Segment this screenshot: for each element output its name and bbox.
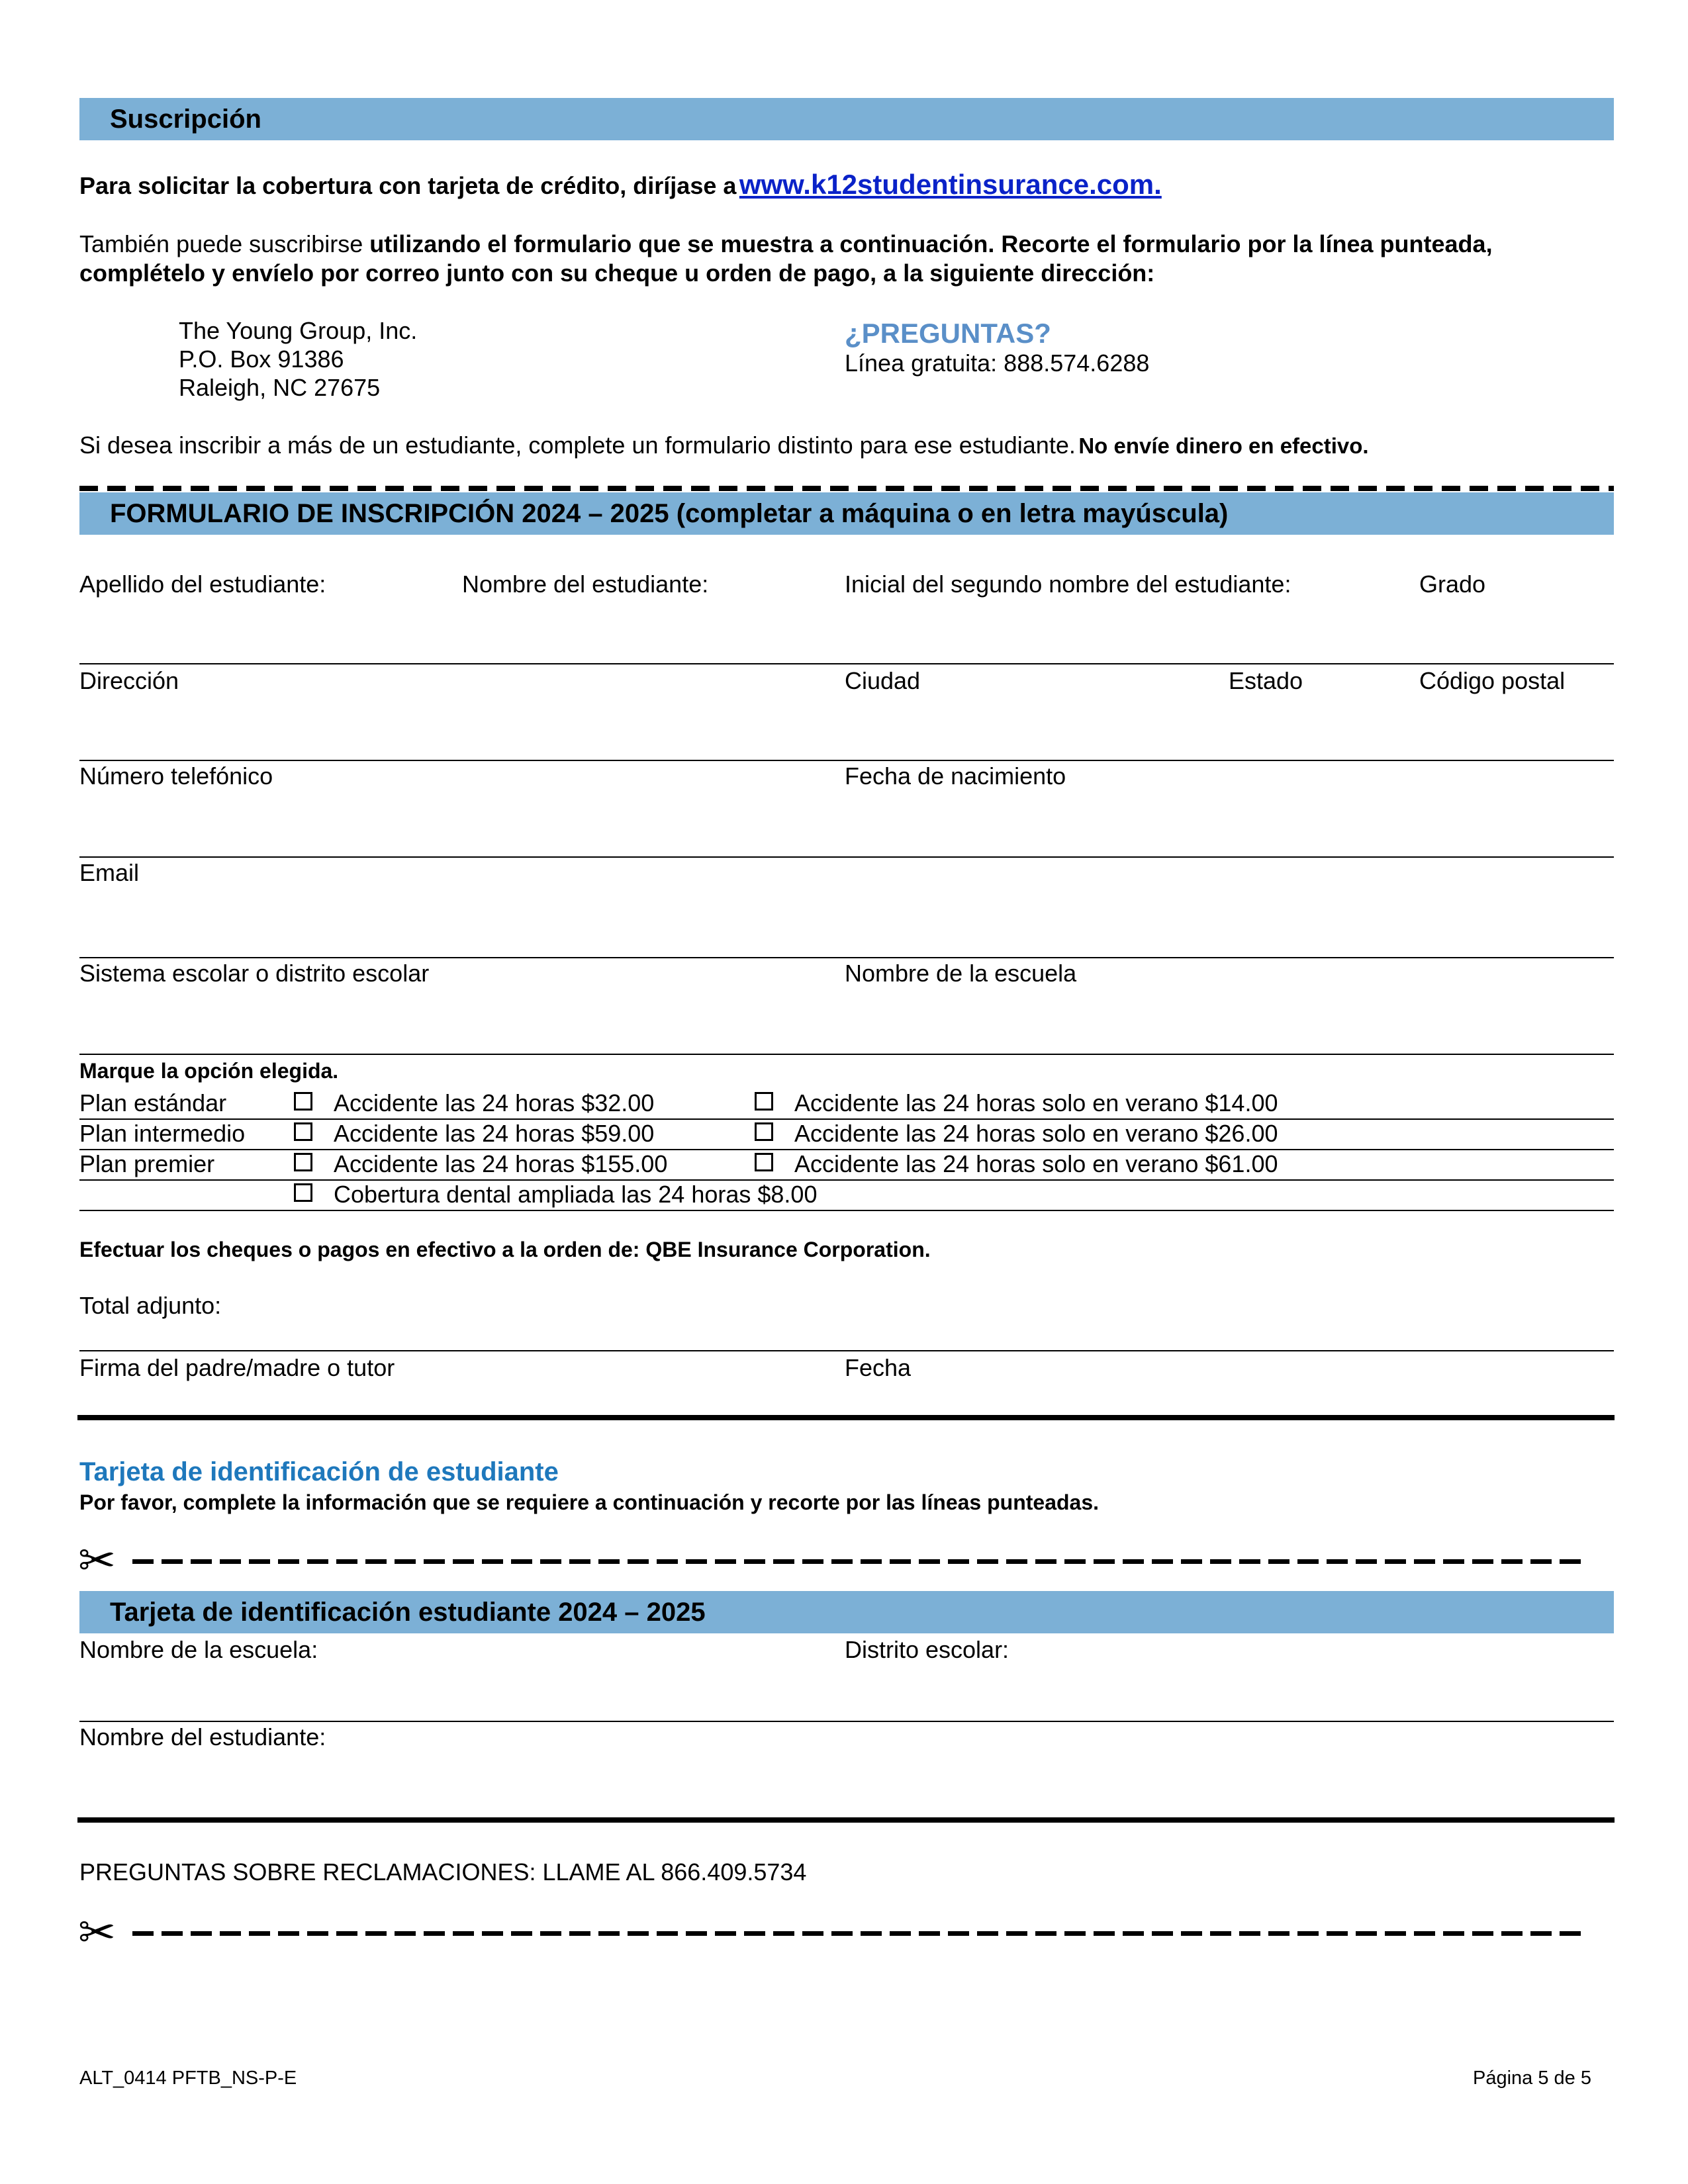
subscription-header: Suscripción	[110, 105, 261, 134]
checkbox-standard-24h[interactable]	[294, 1092, 312, 1111]
option-label: Accidente las 24 horas $155.00	[334, 1150, 668, 1177]
label-signature: Firma del padre/madre o tutor	[79, 1354, 395, 1381]
checkbox-dental[interactable]	[294, 1183, 312, 1202]
plan-name: Plan intermedio	[79, 1120, 246, 1147]
label-dob: Fecha de nacimiento	[845, 762, 1066, 790]
option-label: Accidente las 24 horas $32.00	[334, 1089, 655, 1116]
label-email: Email	[79, 859, 140, 886]
option-label: Accidente las 24 horas solo en verano $61.00	[794, 1150, 1278, 1177]
label-total: Total adjunto:	[79, 1292, 222, 1319]
id-card-header-band	[79, 1591, 1614, 1633]
input-line[interactable]	[79, 957, 1614, 958]
address-line: Raleigh, NC 27675	[179, 374, 381, 401]
mailing-address	[179, 316, 417, 402]
form-header-band	[79, 492, 1614, 535]
input-line[interactable]	[79, 1350, 1614, 1351]
label-zip: Código postal	[1419, 667, 1566, 694]
address-line: P.O. Box 91386	[179, 345, 344, 373]
label-grade: Grado	[1419, 570, 1486, 598]
row-divider	[79, 1210, 1614, 1211]
option-label: Cobertura dental ampliada las 24 horas $8.00	[334, 1181, 818, 1208]
section-divider	[77, 1817, 1615, 1823]
cc-text: Para solicitar la cobertura con tarjeta de crédito, diríjase a	[79, 172, 737, 199]
option-label: Accidente las 24 horas $59.00	[334, 1120, 655, 1147]
scissors-icon: ✂	[78, 1535, 116, 1586]
payable-note: Efectuar los cheques o pagos en efectivo a la orden de: QBE Insurance Corporation.	[79, 1238, 931, 1261]
label-district: Sistema escolar o distrito escolar	[79, 960, 430, 987]
checkbox-premier-summer[interactable]	[755, 1153, 773, 1171]
row-divider	[79, 1179, 1614, 1181]
checkbox-standard-summer[interactable]	[755, 1092, 773, 1111]
label-city: Ciudad	[845, 667, 921, 694]
questions-title: ¿PREGUNTAS?	[845, 318, 1051, 349]
checkbox-premier-24h[interactable]	[294, 1153, 312, 1171]
option-label: Accidente las 24 horas solo en verano $26.00	[794, 1120, 1278, 1147]
checkbox-intermediate-24h[interactable]	[294, 1122, 312, 1141]
label-phone: Número telefónico	[79, 762, 273, 790]
option-label: Accidente las 24 horas solo en verano $14.00	[794, 1089, 1278, 1116]
cut-line-dashed	[79, 486, 1614, 491]
label-card-district: Distrito escolar:	[845, 1636, 1009, 1663]
website-link[interactable]: www.k12studentinsurance.com.	[739, 169, 1162, 200]
scissors-icon: ✂	[78, 1907, 116, 1958]
id-card-header: Tarjeta de identificación estudiante 2024 – 2025	[110, 1598, 706, 1627]
label-card-student: Nombre del estudiante:	[79, 1723, 326, 1751]
section-divider	[77, 1415, 1615, 1420]
input-line[interactable]	[79, 1721, 1614, 1722]
checkbox-intermediate-summer[interactable]	[755, 1122, 773, 1141]
mail-instructions-line2: complételo y envíelo por correo junto con su cheque u orden de pago, a la siguiente dirección:	[79, 259, 1155, 287]
plan-name: Plan estándar	[79, 1089, 227, 1116]
plan-name: Plan premier	[79, 1150, 215, 1177]
label-date: Fecha	[845, 1354, 912, 1381]
label-school: Nombre de la escuela	[845, 960, 1077, 987]
label-card-school: Nombre de la escuela:	[79, 1636, 318, 1663]
claims-phone: PREGUNTAS SOBRE RECLAMACIONES: LLAME AL 866.409.5734	[79, 1858, 807, 1886]
questions-phone: Línea gratuita: 888.574.6288	[845, 349, 1150, 377]
input-line[interactable]	[79, 856, 1614, 858]
subscription-header-band	[79, 98, 1614, 140]
label-first-name: Nombre del estudiante:	[462, 570, 709, 598]
multi-student-note: Si desea inscribir a más de un estudiante, complete un formulario distinto para ese estudiante. No envíe dinero en efectivo.	[79, 432, 1369, 459]
choose-option-label: Marque la opción elegida.	[79, 1059, 339, 1083]
form-header: FORMULARIO DE INSCRIPCIÓN 2024 – 2025 (completar a máquina o en letra mayúscula)	[110, 499, 1229, 528]
no-cash-note: No envíe dinero en efectivo.	[1078, 433, 1369, 458]
input-line[interactable]	[79, 1054, 1614, 1055]
mail-instructions-line1: También puede suscribirse utilizando el formulario que se muestra a continuación. Recorte el formulario por la línea punteada,	[79, 230, 1493, 257]
label-last-name: Apellido del estudiante:	[79, 570, 326, 598]
input-line[interactable]	[79, 663, 1614, 664]
label-state: Estado	[1229, 667, 1303, 694]
cut-line-dashed	[132, 1559, 1589, 1564]
input-line[interactable]	[79, 760, 1614, 761]
label-middle-initial: Inicial del segundo nombre del estudiante:	[845, 570, 1291, 598]
label-address: Dirección	[79, 667, 179, 694]
id-card-title: Tarjeta de identificación de estudiante	[79, 1457, 559, 1486]
address-line: The Young Group, Inc.	[179, 317, 418, 344]
page-number: Página 5 de 5	[1473, 2068, 1591, 2089]
cut-line-dashed	[132, 1931, 1589, 1936]
credit-card-line	[79, 169, 1162, 201]
id-card-instructions: Por favor, complete la información que se requiere a continuación y recorte por las líneas punteadas.	[79, 1490, 1100, 1514]
footer-code: ALT_0414 PFTB_NS-P-E	[79, 2068, 297, 2089]
